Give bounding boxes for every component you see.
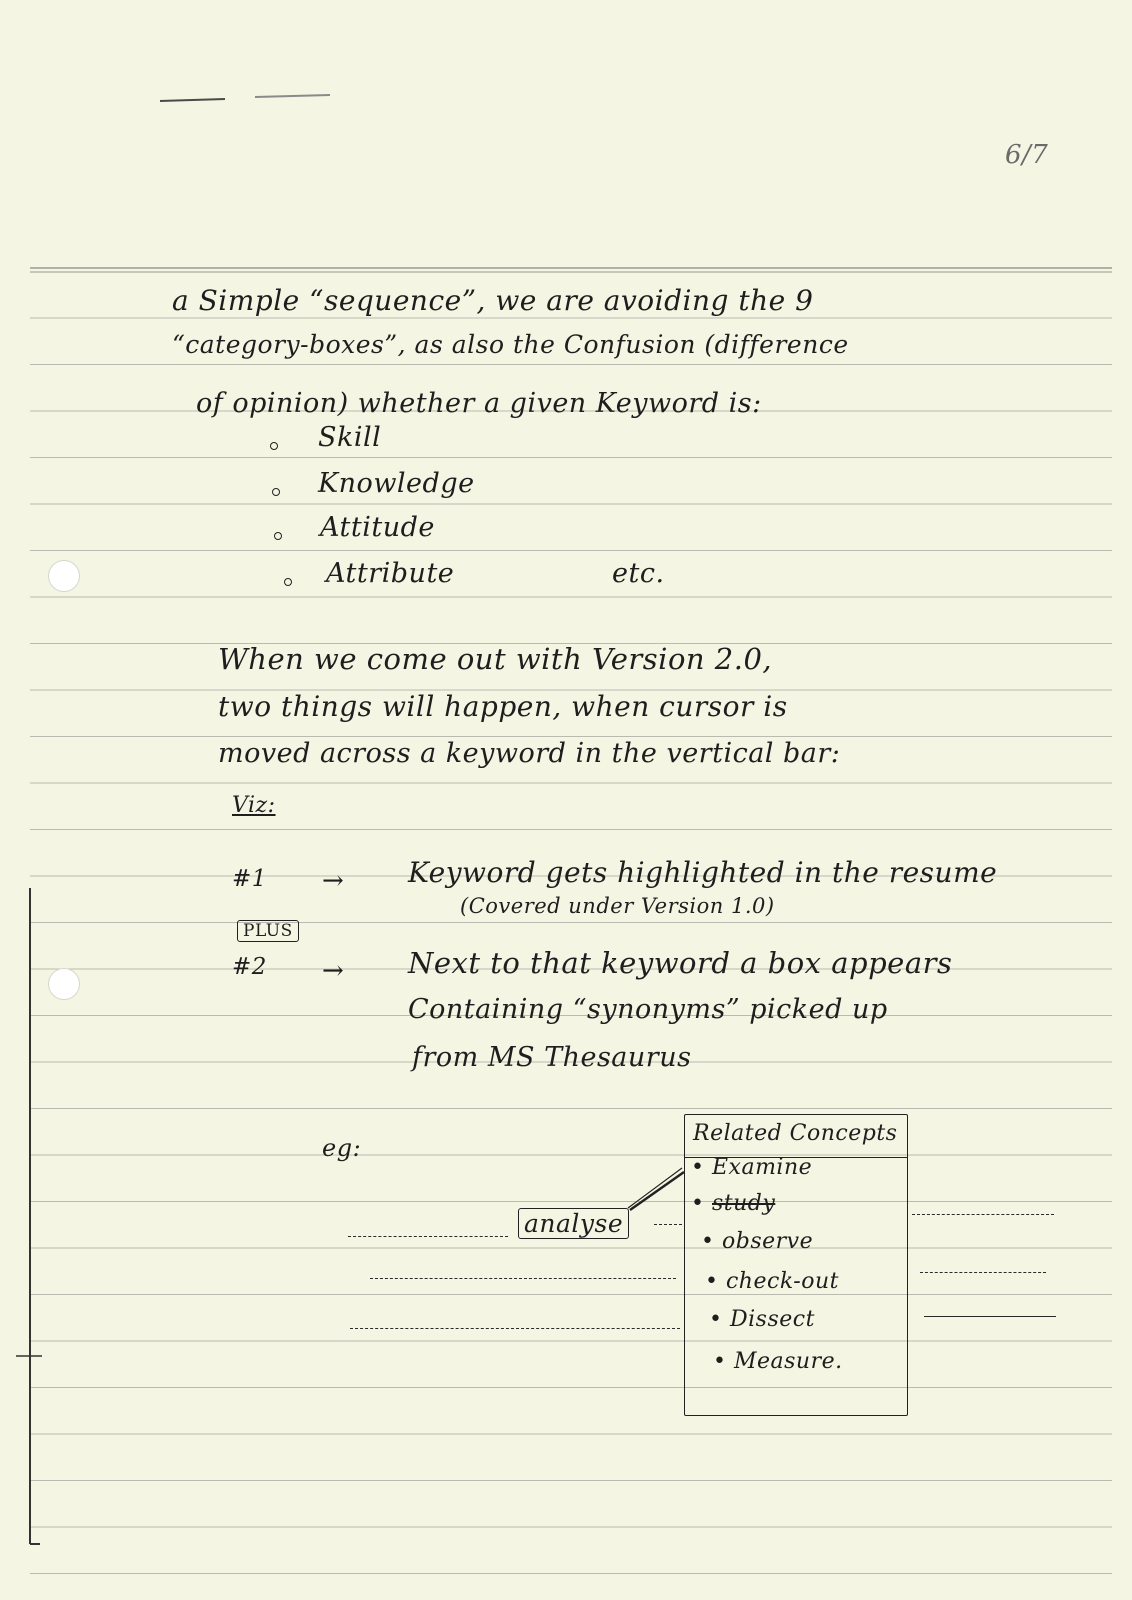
point-2-line-2: Containing “synonyms” picked up xyxy=(408,994,888,1025)
dashed-line xyxy=(348,1236,508,1237)
point-2-line-1: Next to that keyword a box appears xyxy=(408,946,953,980)
dashed-line xyxy=(912,1214,1054,1215)
dashed-line xyxy=(920,1272,1046,1273)
point-1-arrow: → xyxy=(322,866,345,896)
bullet xyxy=(270,442,278,450)
intro-line-2: “category-boxes”, as also the Confusion (difference xyxy=(172,330,849,359)
point-1-number: #1 xyxy=(232,866,267,892)
bullet xyxy=(284,578,292,586)
dashed-line xyxy=(654,1224,682,1225)
point-1-text: Keyword gets highlighted in the resume xyxy=(408,856,998,889)
related-concepts-box xyxy=(684,1114,908,1416)
keyword-type-attribute: Attribute xyxy=(326,558,455,589)
dashed-line xyxy=(350,1328,680,1329)
concept-item: • Examine xyxy=(691,1155,813,1180)
point-2-number: #2 xyxy=(232,954,267,980)
bullet xyxy=(274,532,282,540)
concept-item: • observe xyxy=(701,1229,814,1254)
bullet xyxy=(272,488,280,496)
keyword-type-attitude: Attitude xyxy=(320,512,435,543)
intro-line-1: a Simple “sequence”, we are avoiding the 9 xyxy=(172,284,814,317)
dashed-line xyxy=(924,1316,1056,1317)
concept-item: • Measure. xyxy=(713,1349,843,1374)
punch-hole-bottom xyxy=(48,968,80,1000)
keyword-type-knowledge: Knowledge xyxy=(318,468,475,499)
keyword-types-etc: etc. xyxy=(612,558,665,589)
example-label: eg: xyxy=(322,1134,362,1162)
concept-item: • Dissect xyxy=(709,1307,815,1332)
related-concepts-title: Related Concepts xyxy=(693,1121,898,1146)
concept-item: • check-out xyxy=(705,1269,839,1294)
page-number: 6/7 xyxy=(1005,140,1049,170)
version-line-1: When we come out with Version 2.0, xyxy=(218,642,773,676)
version-line-3: moved across a keyword in the vertical bar: xyxy=(218,738,841,769)
point-1-subtext: (Covered under Version 1.0) xyxy=(460,894,775,918)
point-2-arrow: → xyxy=(322,956,345,986)
concept-item: • study xyxy=(691,1191,776,1216)
dashed-line xyxy=(370,1278,676,1279)
related-concepts-header xyxy=(685,1115,907,1158)
example-keyword: analyse xyxy=(518,1208,629,1239)
intro-line-3: of opinion) whether a given Keyword is: xyxy=(196,388,762,419)
keyword-type-skill: Skill xyxy=(318,422,382,453)
plus-label: PLUS xyxy=(237,920,299,942)
version-line-2: two things will happen, when cursor is xyxy=(218,690,788,723)
viz-label: Viz: xyxy=(232,793,276,818)
punch-hole-top xyxy=(48,560,80,592)
point-2-line-3: from MS Thesaurus xyxy=(412,1042,692,1073)
